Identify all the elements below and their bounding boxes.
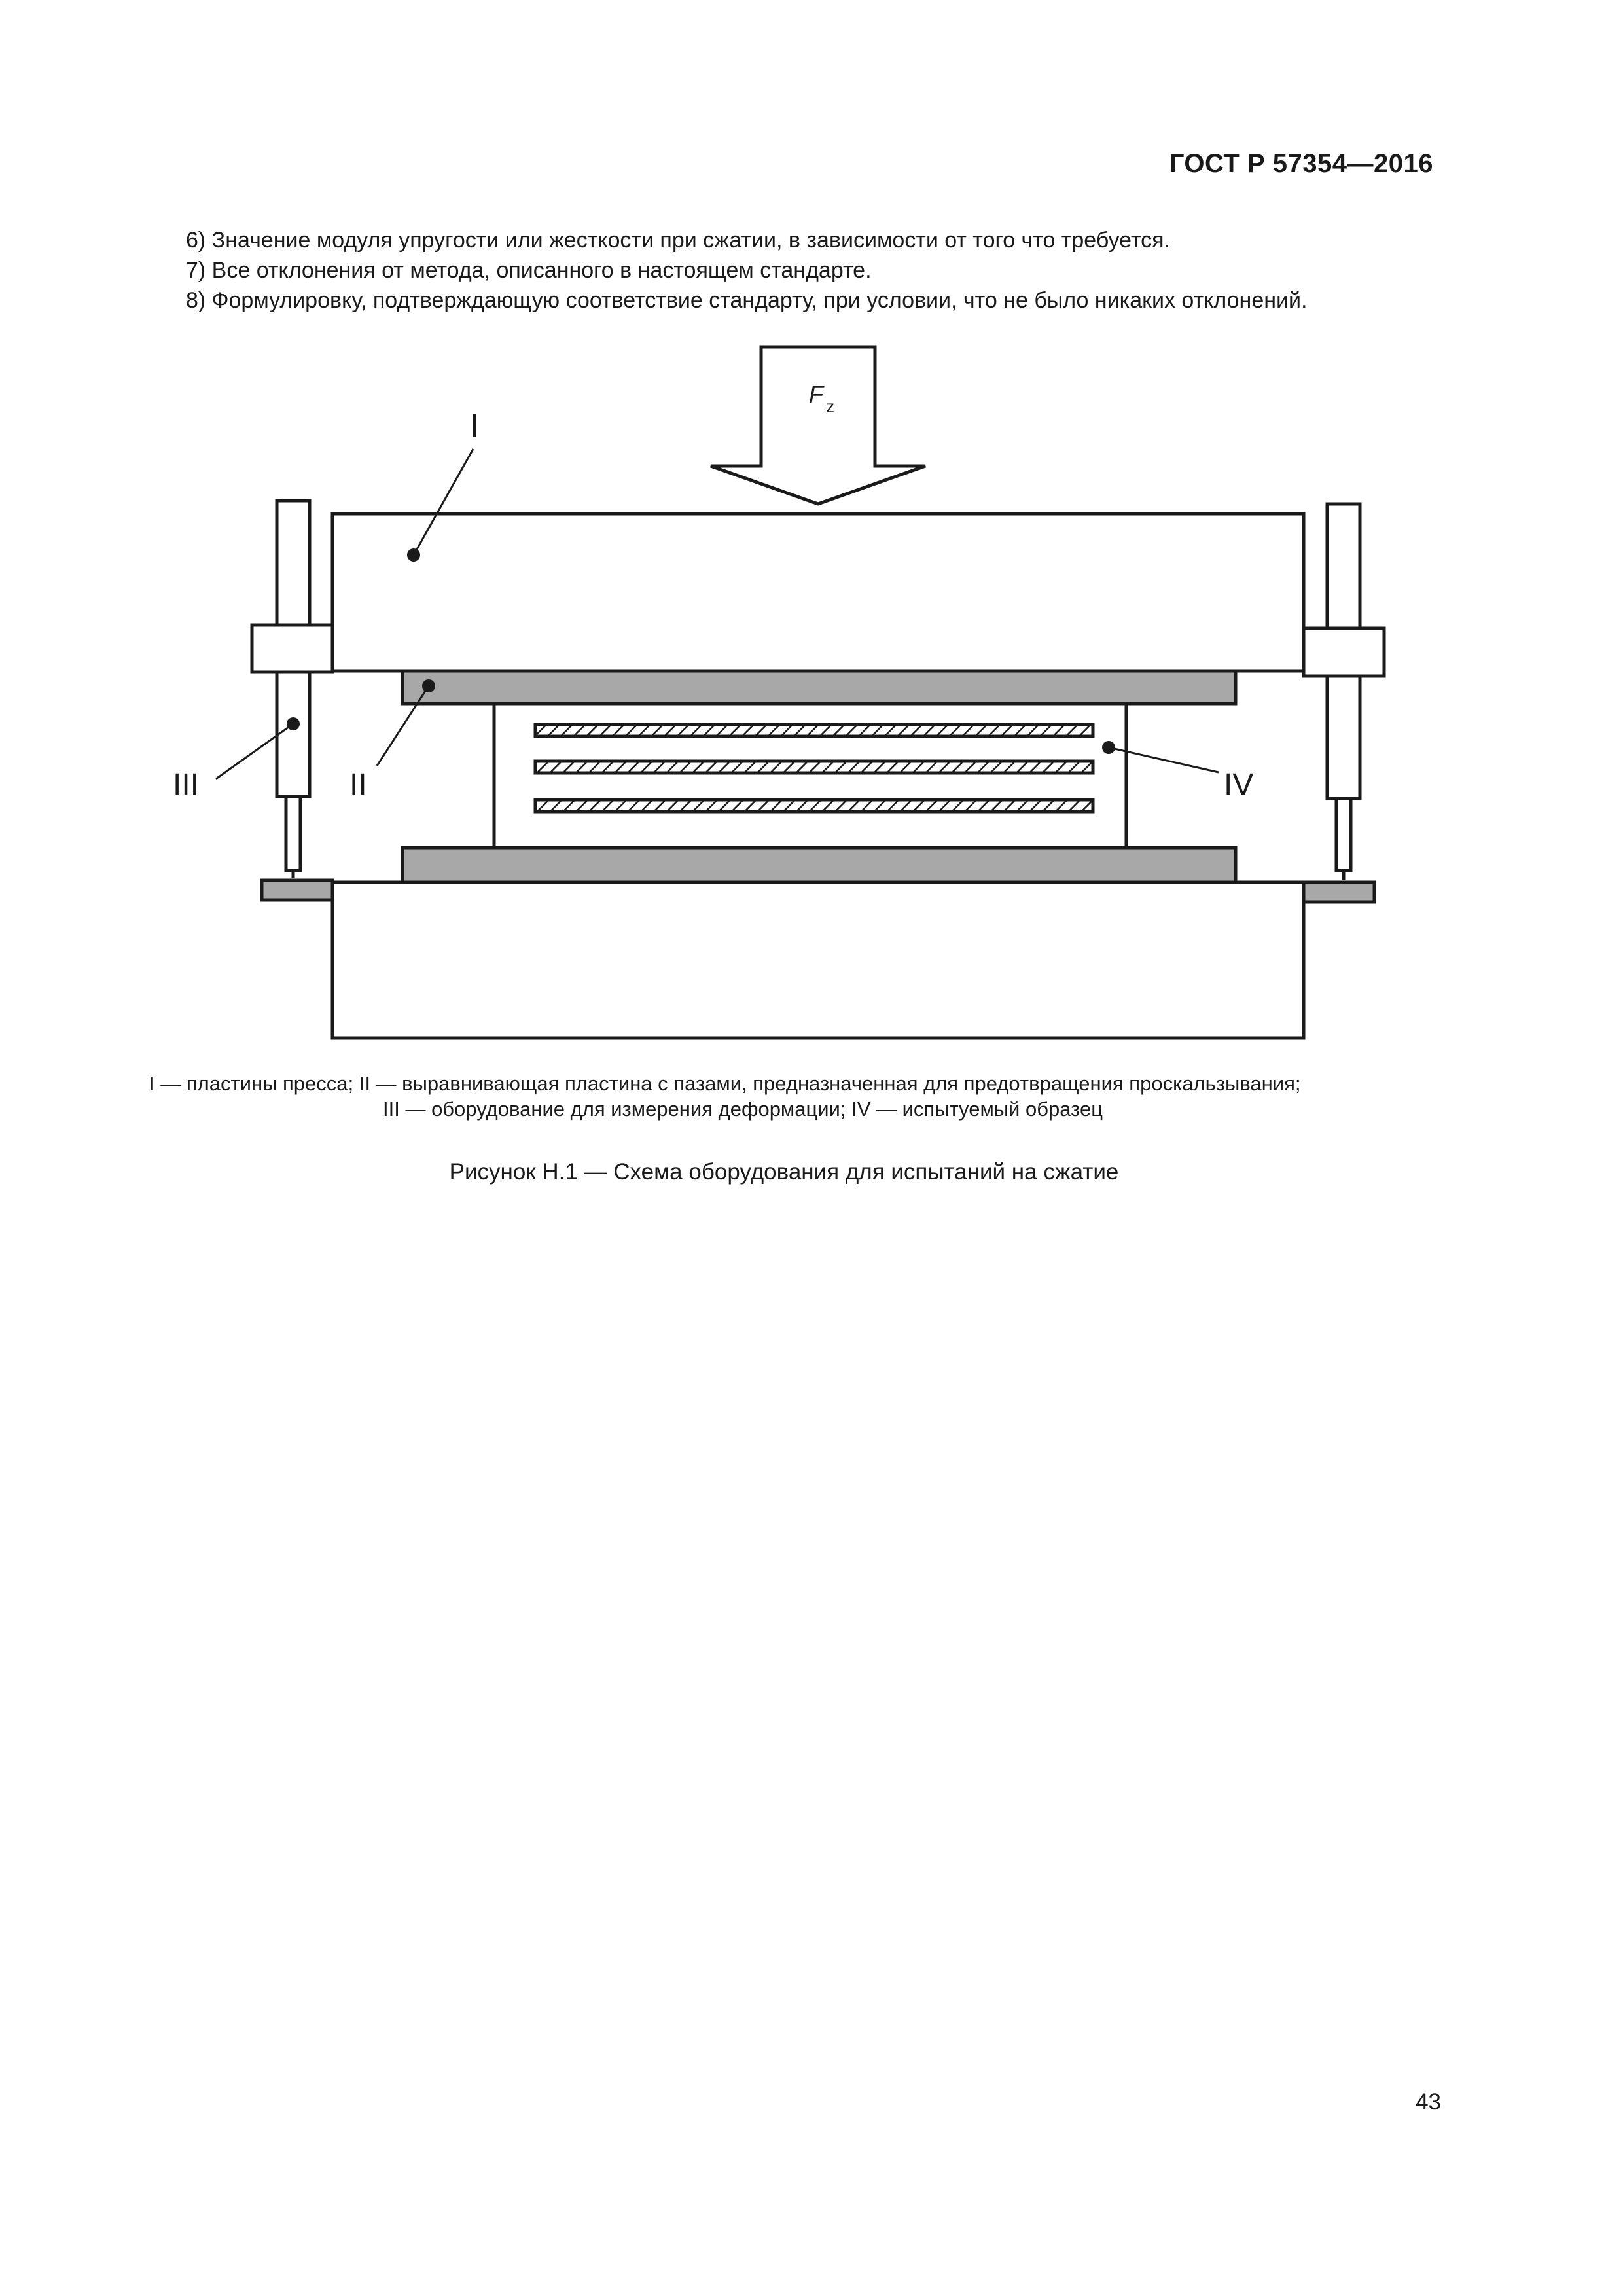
right-probe [1336,798,1351,870]
lower-press-plate [332,882,1304,1038]
left-probe [286,797,300,870]
list-item: 7) Все отклонения от метода, описанного в настоящем стандарте. [186,258,872,283]
force-subscript: z [826,397,834,416]
specimen-layer [535,761,1093,773]
marker-dot-iii [287,717,300,730]
specimen-layer [535,800,1093,812]
right-clamp [1304,628,1384,676]
figure-caption: Рисунок Н.1 — Схема оборудования для испытаний на сжатие [449,1159,1119,1185]
document-code: ГОСТ Р 57354—2016 [1169,149,1433,178]
figure-legend-line-1: I — пластины пресса; II — выравнивающая пластина с пазами, предназначенная для предотвращения проскальзывания; [149,1072,1301,1095]
upper-alignment-plate [402,671,1236,704]
lower-alignment-plate [402,848,1236,882]
left-measuring-body [277,672,310,797]
label-iii: III [173,768,200,802]
list-item: 6) Значение модуля упругости или жесткости при сжатии, в зависимости от того что требуется. [186,228,1170,253]
marker-dot-iv [1102,741,1115,754]
upper-press-plate [332,514,1304,671]
marker-dot-ii [422,679,435,692]
label-ii: II [349,768,367,802]
compression-test-diagram [0,0,1623,1126]
label-i: I [470,407,480,445]
specimen-layer [535,725,1093,736]
page-number: 43 [1416,2089,1441,2115]
figure-legend-line-2: III — оборудование для измерения деформации; IV — испытуемый образец [383,1098,1103,1121]
left-clamp [252,625,332,672]
label-iv: IV [1224,768,1254,802]
force-label: F [809,381,823,408]
marker-dot-i [407,548,420,562]
right-base-plate [1304,882,1374,902]
force-arrow [711,347,925,504]
right-measuring-body [1327,676,1360,798]
list-item: 8) Формулировку, подтверждающую соответствие стандарту, при условии, что не было никаких отклонений. [186,288,1308,313]
left-base-plate [262,880,332,900]
